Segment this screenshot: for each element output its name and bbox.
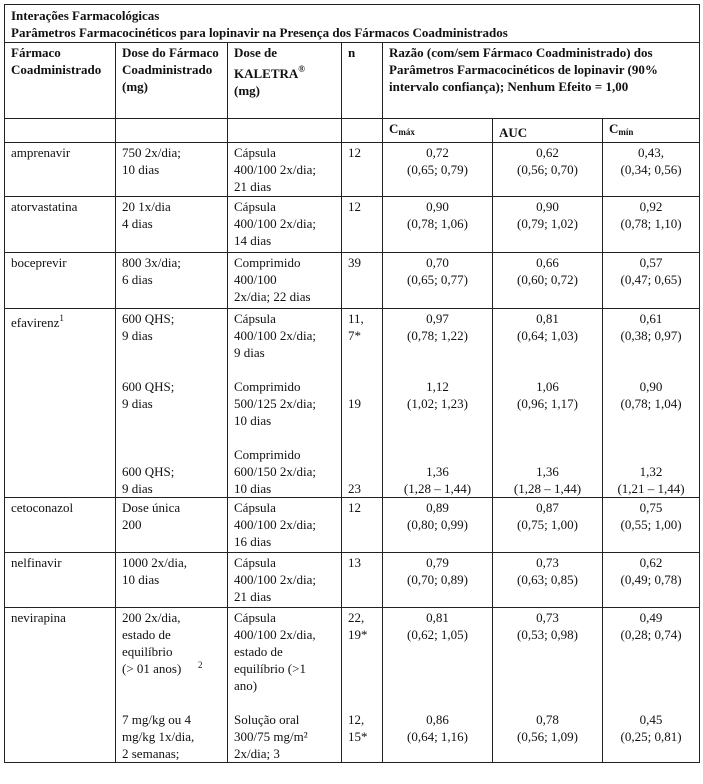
cmax-cell: 0,90 (0,78; 1,06) <box>383 197 493 253</box>
drug-cell: cetoconazol <box>5 498 116 553</box>
drug-cell: nelfinavir <box>5 553 116 608</box>
auc-cell: 0,73 (0,63; 0,85) <box>493 553 603 608</box>
table-row <box>5 309 700 498</box>
cmin-cell: 0,43, (0,34; 0,56) <box>603 143 700 197</box>
cmax-cell: 0,72 (0,65; 0,79) <box>383 143 493 197</box>
auc-cell: 0,90 (0,79; 1,02) <box>493 197 603 253</box>
cmax-cell: 0,70 (0,65; 0,77) <box>383 253 493 309</box>
header-dose-drug: Dose do Fármaco Coadministrado (mg) <box>116 43 228 119</box>
cmin-cell: 0,62 (0,49; 0,78) <box>603 553 700 608</box>
subheader-cmin: Cmín <box>603 119 700 143</box>
header-n: n <box>342 43 383 119</box>
kaletra-cell: Cápsula 400/100 2x/dia; 21 dias <box>228 553 342 608</box>
dose-cell: 750 2x/dia; 10 dias <box>116 143 228 197</box>
kaletra-cell: Cápsula 400/100 2x/dia; 21 dias <box>228 143 342 197</box>
header-dose-kaletra: Dose de KALETRA® (mg) <box>228 43 342 119</box>
auc-cell: 0,87 (0,75; 1,00) <box>493 498 603 553</box>
auc-cell: 0,73 (0,53; 0,98) 0,78 (0,56; 1,09) <box>493 608 603 763</box>
subheader-empty-4 <box>342 119 383 143</box>
dose-cell: 1000 2x/dia, 10 dias <box>116 553 228 608</box>
cmin-cell: 0,75 (0,55; 1,00) <box>603 498 700 553</box>
cmax-cell: 0,89 (0,80; 0,99) <box>383 498 493 553</box>
subheader-row <box>5 119 700 143</box>
kaletra-cell: Comprimido 400/100 2x/dia; 22 dias <box>228 253 342 309</box>
cmax-cell: 0,81 (0,62; 1,05) 0,86 (0,64; 1,16) <box>383 608 493 763</box>
drug-cell: efavirenz$^1$ <box>5 309 116 498</box>
header-ratio: Razão (com/sem Fármaco Coadministrado) dos Parâmetros Farmacocinéticos de lopinavir (90% intervalo confiança); Nenhum Efeito = 1,00 <box>383 43 700 119</box>
table-row <box>5 143 700 197</box>
dose-cell: 200 2x/dia, estado de equilíbrio (> 01 anos) 2 7 mg/kg ou 4 mg/kg 1x/dia, 2 semanas; <box>116 608 228 763</box>
interactions-table <box>4 4 700 763</box>
header-drug: Fármaco Coadministrado <box>5 43 116 119</box>
dose-cell: Dose única 200 <box>116 498 228 553</box>
subheader-empty-2 <box>116 119 228 143</box>
auc-cell: 0,62 (0,56; 0,70) <box>493 143 603 197</box>
kaletra-cell: Cápsula 400/100 2x/dia; 16 dias <box>228 498 342 553</box>
dose-cell: 20 1x/dia 4 dias <box>116 197 228 253</box>
table-row <box>5 553 700 608</box>
title-line-2: Parâmetros Farmacocinéticos para lopinavir na Presença dos Fármacos Coadministrados <box>11 25 508 40</box>
table-title-row <box>5 5 700 43</box>
kaletra-cell: Cápsula 400/100 2x/dia; 9 dias Comprimido 500/125 2x/dia; 10 dias Comprimido 600/150 2x/dia; 10 dias <box>228 309 342 498</box>
dose-cell: 600 QHS; 9 dias 600 QHS; 9 dias 600 QHS; 9 dias <box>116 309 228 498</box>
subheader-cmax: Cmáx <box>383 119 493 143</box>
n-cell: 22, 19* 12, 15* <box>342 608 383 763</box>
table-row <box>5 253 700 309</box>
cmin-cell: 0,61 (0,38; 0,97) 0,90 (0,78; 1,04) 1,32 (1,21 – 1,44) <box>603 309 700 498</box>
kaletra-cell: Cápsula 400/100 2x/dia; 14 dias <box>228 197 342 253</box>
subheader-empty-1 <box>5 119 116 143</box>
drug-cell: nevirapina <box>5 608 116 763</box>
n-cell: 11, 7* 19 23 <box>342 309 383 498</box>
table-row <box>5 197 700 253</box>
table-row <box>5 498 700 553</box>
dose-cell: 800 3x/dia; 6 dias <box>116 253 228 309</box>
auc-cell: 0,81 (0,64; 1,03) 1,06 (0,96; 1,17) 1,36 (1,28 – 1,44) <box>493 309 603 498</box>
drug-cell: amprenavir <box>5 143 116 197</box>
drug-cell: boceprevir <box>5 253 116 309</box>
auc-cell: 0,66 (0,60; 0,72) <box>493 253 603 309</box>
subheader-empty-3 <box>228 119 342 143</box>
cmax-cell: 0,79 (0,70; 0,89) <box>383 553 493 608</box>
title-line-1: Interações Farmacológicas <box>11 8 160 23</box>
cmin-cell: 0,92 (0,78; 1,10) <box>603 197 700 253</box>
table-title <box>5 5 700 43</box>
cmin-cell: 0,49 (0,28; 0,74) 0,45 (0,25; 0,81) <box>603 608 700 763</box>
subheader-auc: AUC <box>493 119 603 143</box>
n-cell: 13 <box>342 553 383 608</box>
header-row <box>5 43 700 119</box>
n-cell: 39 <box>342 253 383 309</box>
n-cell: 12 <box>342 197 383 253</box>
cmax-cell: 0,97 (0,78; 1,22) 1,12 (1,02; 1,23) 1,36 (1,28 – 1,44) <box>383 309 493 498</box>
table-row <box>5 608 700 763</box>
n-cell: 12 <box>342 143 383 197</box>
drug-cell: atorvastatina <box>5 197 116 253</box>
n-cell: 12 <box>342 498 383 553</box>
kaletra-cell: Cápsula 400/100 2x/dia, estado de equilíbrio (>1 ano) Solução oral 300/75 mg/m² 2x/dia; 3 <box>228 608 342 763</box>
cmin-cell: 0,57 (0,47; 0,65) <box>603 253 700 309</box>
